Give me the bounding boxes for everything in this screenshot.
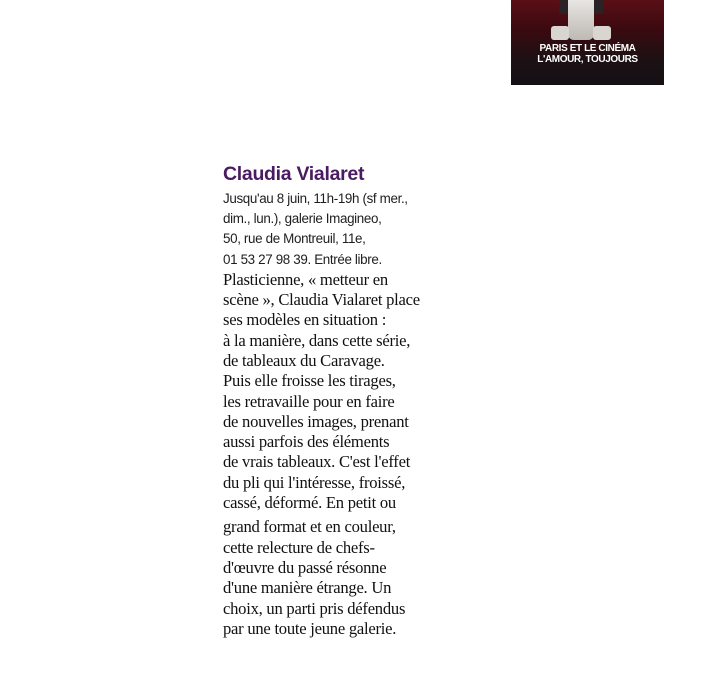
body-line: Puis elle froisse les tirages, <box>223 371 396 391</box>
body-line: de vrais tableaux. C'est l'effet <box>223 452 411 472</box>
body-line: d'œuvre du passé résonne <box>223 557 387 577</box>
magazine-cover-thumbnail <box>511 0 664 85</box>
body-line: de tableaux du Caravage. <box>223 351 385 370</box>
body-line: d'une manière étrange. Un <box>223 578 392 598</box>
info-line: 50, rue de Montreuil, 11e, <box>223 231 366 247</box>
body-line: grand format et en couleur, <box>223 517 396 537</box>
body-line: les retravaille pour en faire <box>223 391 395 411</box>
exhibition-info <box>223 189 473 270</box>
body-line: du pli qui l'intéresse, froissé, <box>223 472 406 492</box>
body-line: par une toute jeune galerie. <box>223 618 397 638</box>
article-body <box>223 270 473 514</box>
cover-figure <box>568 0 594 40</box>
body-line: ses modèles en situation : <box>223 310 387 330</box>
cover-headline-line: PARIS ET LE CINÉMA <box>539 43 636 54</box>
body-line: cassé, déformé. En petit ou <box>223 493 396 513</box>
body-line: à la manière, dans cette série, <box>223 330 411 350</box>
cover-figure-leg-left <box>551 26 569 40</box>
body-line: choix, un parti pris défendus <box>223 598 406 618</box>
body-line: de nouvelles images, prenant <box>223 411 409 431</box>
cover-figure-leg-right <box>593 26 611 40</box>
cover-headline <box>511 43 664 65</box>
cover-headline-line: L'AMOUR, TOUJOURS <box>537 54 638 65</box>
body-line: Plasticienne, « metteur en <box>223 269 388 289</box>
body-line: cette relecture de chefs- <box>223 537 375 557</box>
article <box>223 162 473 639</box>
info-line: 01 53 27 98 39. Entrée libre. <box>223 251 382 267</box>
article-title: Claudia Vialaret <box>223 163 365 185</box>
info-line: dim., lun.), galerie Imagineo, <box>223 211 382 227</box>
info-line: Jusqu'au 8 juin, 11h-19h (sf mer., <box>223 191 408 206</box>
body-line: aussi parfois des éléments <box>223 432 390 452</box>
article-body-continued <box>223 517 473 639</box>
body-line: scène », Claudia Vialaret place <box>223 290 420 310</box>
